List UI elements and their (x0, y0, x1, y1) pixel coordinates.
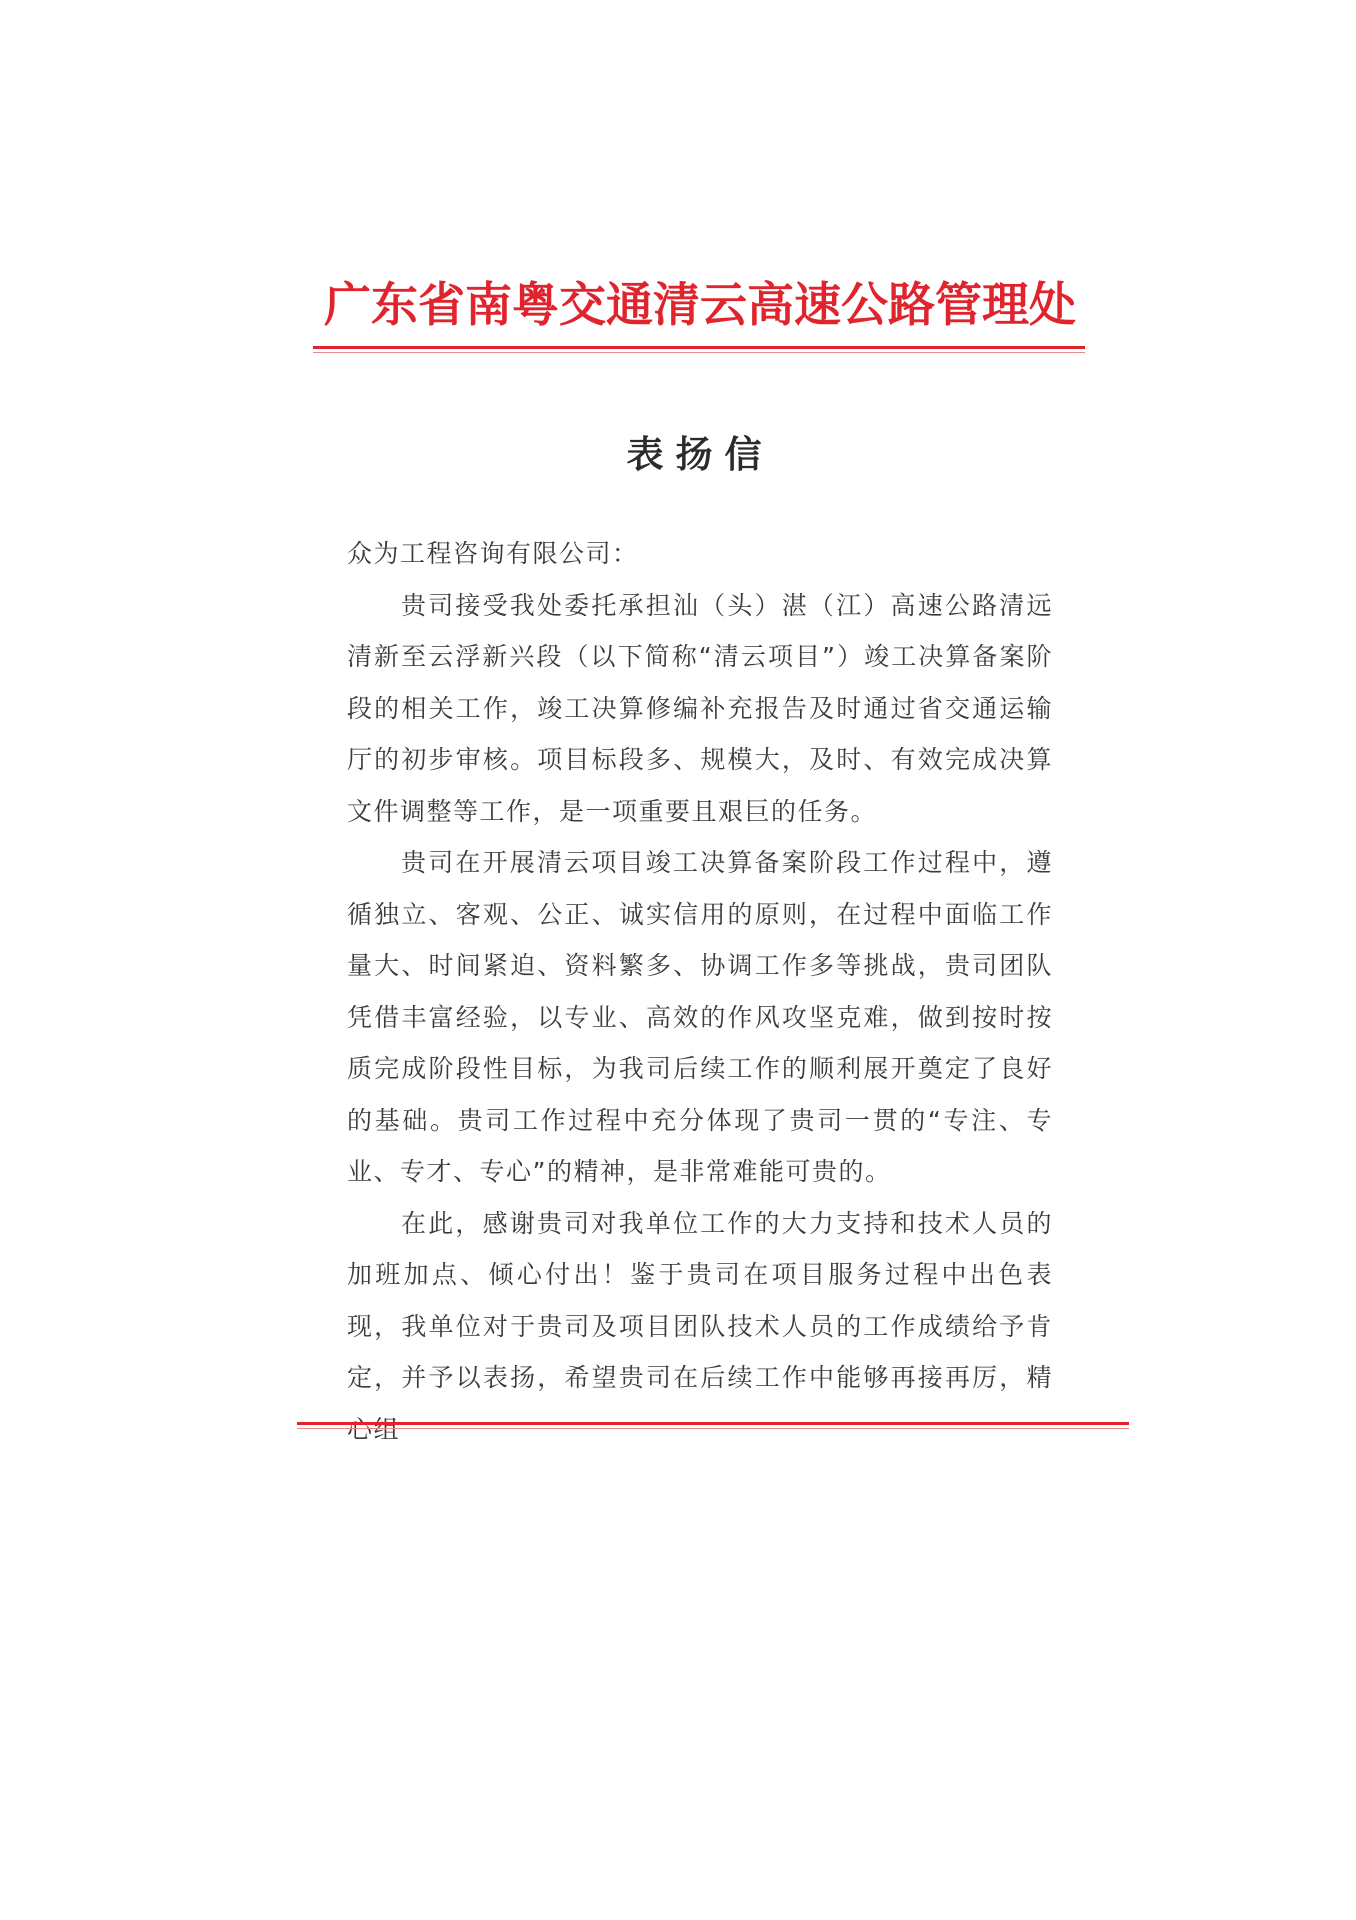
letter-body (347, 528, 1053, 1455)
document-title: 表扬信 (626, 432, 774, 476)
letterhead-top-rule-thin (313, 352, 1085, 353)
paragraph-3: 在此，感谢贵司对我单位工作的大力支持和技术人员的加班加点、倾心付出！鉴于贵司在项目服务过程中出色表现，我单位对于贵司及项目团队技术人员的工作成绩给予肯定，并予以表扬，希望贵司在后续工作中能够再接再厉，精心组 (347, 1208, 1053, 1444)
paragraph-1: 贵司接受我处委托承担汕（头）湛（江）高速公路清远清新至云浮新兴段（以下简称“清云项目”）竣工决算备案阶段的相关工作，竣工决算修编补充报告及时通过省交通运输厅的初步审核。项目标段多、规模大，及时、有效完成决算文件调整等工作，是一项重要且艰巨的任务。 (347, 590, 1053, 826)
footer-rule-thin (297, 1428, 1129, 1429)
letterhead-top-rule (313, 346, 1085, 349)
paragraph-2: 贵司在开展清云项目竣工决算备案阶段工作过程中，遵循独立、客观、公正、诚实信用的原则，在过程中面临工作量大、时间紧迫、资料繁多、协调工作多等挑战，贵司团队凭借丰富经验，以专业、高效的作风攻坚克难，做到按时按质完成阶段性目标，为我司后续工作的顺利展开奠定了良好的基础。贵司工作过程中充分体现了贵司一贯的“专注、专业、专才、专心”的精神，是非常难能可贵的。 (347, 848, 1053, 1186)
footer-rule (297, 1422, 1129, 1425)
salutation: 众为工程咨询有限公司： (347, 539, 639, 568)
letterhead-org-name: 广东省南粤交通清云高速公路管理处 (324, 278, 1076, 333)
